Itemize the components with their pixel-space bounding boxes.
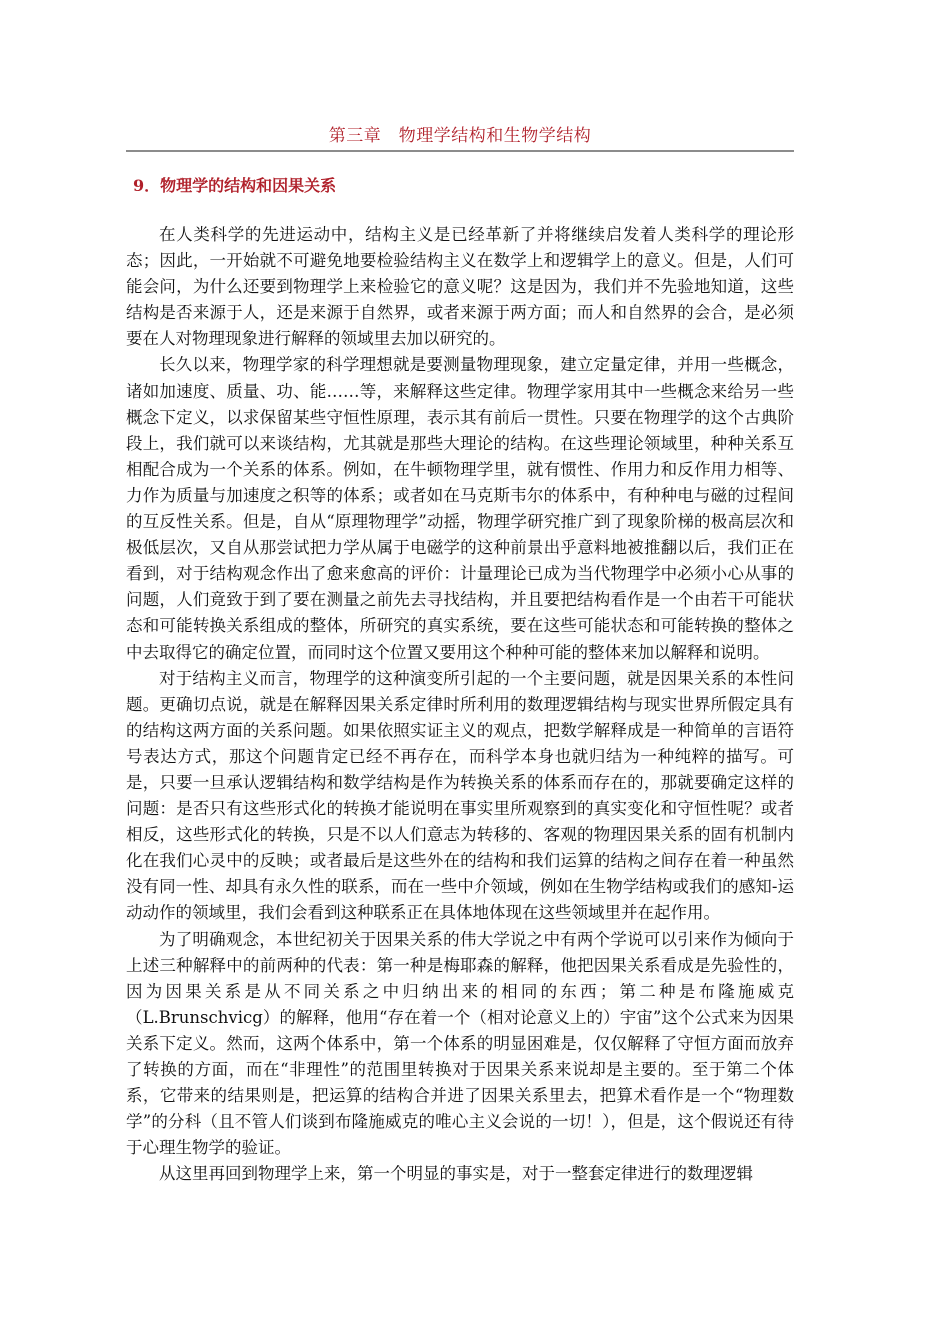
chapter-title: 第三章 物理学结构和生物学结构 [328,126,592,146]
paragraph-1: 在人类科学的先进运动中，结构主义是已经革新了并将继续启发着人类科学的理论形态；因此，一开始就不可避免地要检验结构主义在数学上和逻辑学上的意义。但是，人们可能会问，为什么还要到物理学上来检验它的意义呢？这是因为，我们并不先验地知道，这些结构是否来源于人，还是来源于自然界，或者来源于两方面；而人和自然界的会合，是必须要在人对物理现象进行解释的领域里去加以研究的。 [126,225,794,349]
paragraph-5: 从这里再回到物理学上来，第一个明显的事实是，对于一整套定律进行的数理逻辑 [159,1164,753,1184]
paragraph-2: 长久以来，物理学家的科学理想就是要测量物理现象，建立定量定律，并用一些概念，诸如加速度、质量、功、能……等，来解释这些定律。物理学家用其中一些概念来给另一些概念下定义，以求保留某些守恒性原理，表示其有前后一贯性。只要在物理学的这个古典阶段上，我们就可以来谈结构，尤其就是那些大理论的结构。在这些理论领域里，种种关系互相配合成为一个关系的体系。例如，在牛顿物理学里，就有惯性、作用力和反作用力相等、力作为质量与加速度之积等的体系；或者如在马克斯韦尔的体系中，有种种电与磁的过程间的互反性关系。但是，自从“原理物理学”动摇，物理学研究推广到了现象阶梯的极高层次和极低层次，又自从那尝试把力学从属于电磁学的这种前景出乎意料地被推翻以后，我们正在看到，对于结构观念作出了愈来愈高的评价：计量理论已成为当代物理学中必须小心从事的问题，人们竟致于到了要在测量之前先去寻找结构，并且要把结构看作是一个由若干可能状态和可能转换关系组成的整体，所研究的真实系统，要在这些可能状态和可能转换的整体之中去取得它的确定位置，而同时这个位置又要用这个种种可能的整体来加以解释和说明。 [126,355,794,662]
section-title: 9．物理学的结构和因果关系 [133,176,337,195]
paragraph-4: 为了明确观念，本世纪初关于因果关系的伟大学说之中有两个学说可以引来作为倾向于上述三种解释中的前两种的代表：第一种是梅耶森的解释，他把因果关系看成是先验性的，因为因果关系是从不同关系之中归纳出来的相同的东西；第二种是布隆施威克（L.Brunschvicg）的解释，他用“存在着一个（相对论意义上的）宇宙”这个公式来为因果关系下定义。然而，这两个体系中，第一个体系的明显困难是，仅仅解释了守恒方面而放弃了转换的方面，而在“非理性”的范围里转换对于因果关系来说却是主要的。至于第二个体系，它带来的结果则是，把运算的结构合并进了因果关系里去，把算术看作是一个“物理数学”的分科（且不管人们谈到布隆施威克的唯心主义会说的一切！），但是，这个假说还有待于心理生物学的验证。 [126,929,794,1158]
paragraph-3: 对于结构主义而言，物理学的这种演变所引起的一个主要问题，就是因果关系的本性问题。更确切点说，就是在解释因果关系定律时所利用的数理逻辑结构与现实世界所假定具有的结构这两方面的关系问题。如果依照实证主义的观点，把数学解释成是一种简单的言语符号表达方式，那这个问题肯定已经不再存在，而科学本身也就归结为一种纯粹的描写。可是，只要一旦承认逻辑结构和数学结构是作为转换关系的体系而存在的，那就要确定这样的问题：是否只有这些形式化的转换才能说明在事实里所观察到的真实变化和守恒性呢？或者相反，这些形式化的转换，只是不以人们意志为转移的、客观的物理因果关系的固有机制内化在我们心灵中的反映；或者最后是这些外在的结构和我们运算的结构之间存在着一种虽然没有同一性、却具有永久性的联系，而在一些中介领域，例如在生物学结构或我们的感知-运动动作的领域里，我们会看到这种联系正在具体地体现在这些领域里并在起作用。 [126,668,794,923]
body-text [126,222,794,1187]
header-divider [126,150,794,152]
